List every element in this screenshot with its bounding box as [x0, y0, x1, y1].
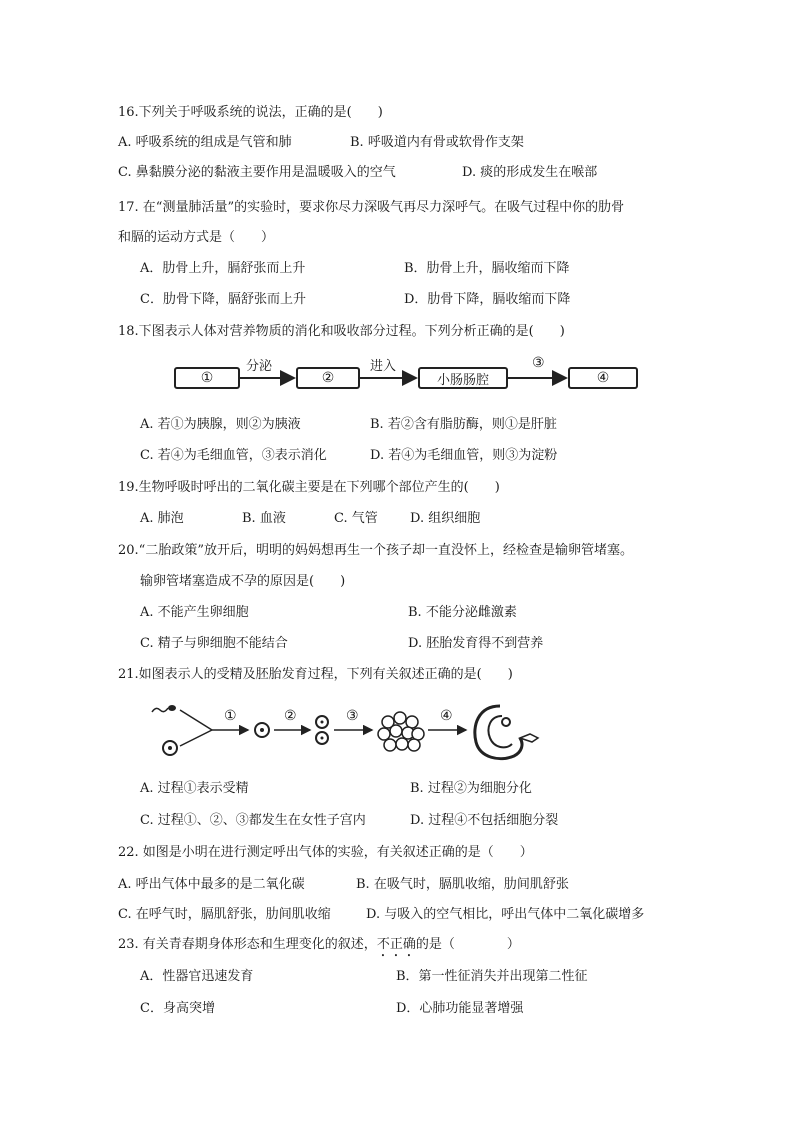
q21-option-a: A. 过程①表示受精	[140, 781, 249, 796]
q23-stem-emphasis: 不正确	[376, 937, 416, 952]
q19-option-c: C. 气管	[334, 511, 378, 526]
q18-option-c: C. 若④为毛细血管，③表示消化	[140, 448, 327, 463]
q22-option-d: D. 与吸入的空气相比，呼出气体中二氧化碳增多	[366, 907, 645, 922]
q17-option-d: D．肋骨下降，膈收缩而下降	[404, 292, 571, 307]
q18-option-b: B. 若②含有脂肪酶，则①是肝脏	[370, 417, 557, 432]
q16-option-a: A. 呼吸系统的组成是气管和肺	[118, 135, 292, 150]
flow-box-2: ②	[296, 367, 360, 389]
flow-label-enter: 进入	[370, 359, 397, 374]
q17-option-c: C．肋骨下降，膈舒张而上升	[140, 292, 306, 307]
q21-stem: 21.如图表示人的受精及胚胎发育过程，下列有关叙述正确的是( )	[118, 667, 513, 682]
q23-stem	[118, 936, 520, 960]
q20-option-a: A. 不能产生卵细胞	[140, 605, 249, 620]
flow-box-1: ①	[174, 367, 240, 389]
q16-option-d: D. 痰的形成发生在喉部	[462, 165, 598, 180]
flow-label-3: ③	[532, 355, 545, 371]
q20-stem-line1: 20.“二胎政策”放开后，明明的妈妈想再生一个孩子却一直没怀上，经检查是输卵管堵塞。	[118, 543, 633, 558]
q23-stem-post: 的是（ ）	[415, 937, 520, 952]
q22-option-c: C. 在呼气时，膈肌舒张，肋间肌收缩	[118, 907, 331, 922]
two-cell-icon	[316, 716, 328, 744]
q17-option-a: A．肋骨上升，膈舒张而上升	[140, 261, 306, 276]
stage-label-2: ②	[284, 708, 297, 724]
q22-option-b: B. 在吸气时，膈肌收缩，肋间肌舒张	[356, 877, 569, 892]
q19-option-d: D. 组织细胞	[410, 511, 481, 526]
q19-option-a: A. 肺泡	[140, 511, 184, 526]
morula-icon	[378, 712, 424, 751]
q23-stem-pre: 23. 有关青春期身体形态和生理变化的叙述，	[118, 937, 377, 952]
egg-icon	[163, 741, 177, 755]
zygote-icon	[255, 723, 269, 737]
stage-label-3: ③	[346, 708, 359, 724]
q17-stem-line2: 和膈的运动方式是（ ）	[118, 230, 275, 245]
q23-option-a: A．性器官迅速发育	[140, 969, 254, 984]
flow-box-small-intestine: 小肠肠腔	[418, 367, 508, 389]
q17-stem-line1: 17. 在“测量肺活量”的实验时，要求你尽力深吸气再尽力深呼气。在吸气过程中你的肋骨	[118, 200, 625, 215]
q18-stem: 18.下图表示人体对营养物质的消化和吸收部分过程。下列分析正确的是( )	[118, 324, 565, 339]
q16-option-c: C. 鼻黏膜分泌的黏液主要作用是温暖吸入的空气	[118, 165, 396, 180]
q22-option-a: A. 呼出气体中最多的是二氧化碳	[118, 877, 305, 892]
q21-option-c: C. 过程①、②、③都发生在女性子宫内	[140, 813, 366, 828]
q23-option-d: D．心肺功能显著增强	[396, 1001, 524, 1016]
q20-stem-line2: 输卵管堵塞造成不孕的原因是( )	[140, 574, 346, 589]
fetus-icon	[475, 706, 538, 759]
q22-stem: 22. 如图是小明在进行测定呼出气体的实验，有关叙述正确的是（ ）	[118, 845, 533, 860]
stage-label-1: ①	[224, 708, 237, 724]
q16-option-b: B. 呼吸道内有骨或软骨作支架	[350, 135, 524, 150]
q18-option-a: A. 若①为胰腺，则②为胰液	[140, 417, 301, 432]
q16-stem: 16.下列关于呼吸系统的说法，正确的是( )	[118, 105, 383, 120]
q23-option-b: B．第一性征消失并出现第二性征	[396, 969, 588, 984]
sperm-icon	[152, 705, 176, 712]
q21-option-b: B. 过程②为细胞分化	[410, 781, 532, 796]
q21-option-d: D. 过程④不包括细胞分裂	[410, 813, 559, 828]
q20-option-c: C. 精子与卵细胞不能结合	[140, 636, 288, 651]
q18-option-d: D. 若④为毛细血管，则③为淀粉	[370, 448, 558, 463]
fertilization-diagram	[150, 698, 550, 768]
q20-option-d: D. 胚胎发育得不到营养	[408, 636, 544, 651]
q19-option-b: B. 血液	[242, 511, 286, 526]
q19-stem: 19.生物呼吸时呼出的二氧化碳主要是在下列哪个部位产生的( )	[118, 480, 500, 495]
q20-option-b: B. 不能分泌雌激素	[408, 605, 517, 620]
q17-option-b: B．肋骨上升，膈收缩而下降	[404, 261, 570, 276]
flow-label-secrete: 分泌	[246, 359, 273, 374]
q23-option-c: C．身高突增	[140, 1001, 215, 1016]
flow-box-4: ④	[568, 367, 638, 389]
stage-label-4: ④	[440, 708, 453, 724]
digestion-flow-diagram	[170, 355, 682, 399]
